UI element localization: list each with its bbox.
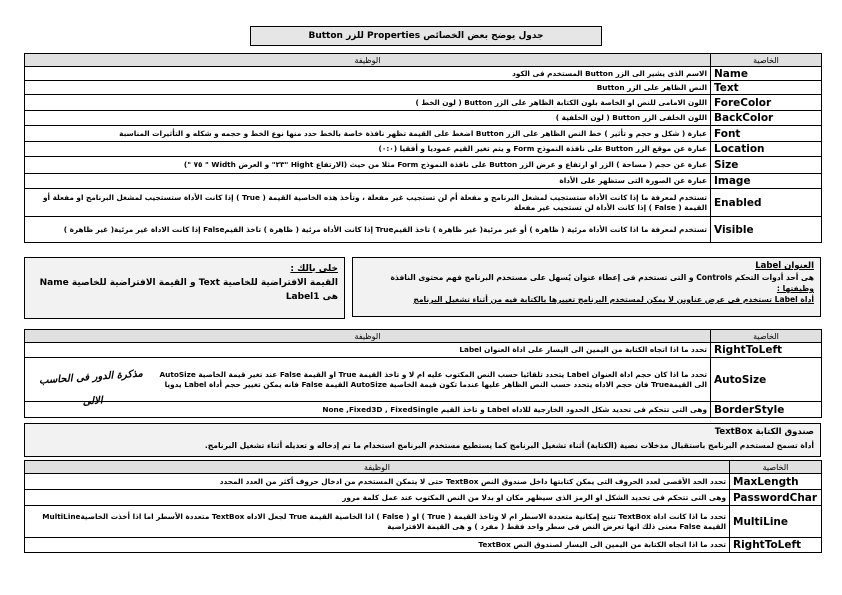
row-property: Size [711,157,822,174]
button-properties-table [24,53,822,243]
table-header-row [25,330,822,343]
label-definition: هى أحد أدوات التحكم Controls و التى تستخدم فى إعطاء عنوان يُسهل على مستخدم البرنامج فهم محتوى النافذة [390,273,814,282]
row-property: Visible [711,217,822,243]
row-description: وهى التى تتحكم فى تحديد شكل الحدود الخارجية للاداه Label و تاخذ القيم None ,Fixed3D , FixedSingle [25,402,711,418]
header-property: الخاصية [730,461,822,474]
header-property: الخاصية [711,330,822,343]
table-row [25,189,822,217]
row-property: ForeColor [711,95,822,111]
row-description: النص الظاهر على الزر Button [25,81,711,95]
row-description: تستخدم لمعرفة ما اذا كانت الأداة مرئية ( ظاهرة ) أو غير مرئية( غير ظاهرة ) تاخذ القيمTrue إذا كانت الأداة مرئية ( ظاهرة ) تاخذ القيمFalse إذا كانت الاداة غير مرئية( غير ظاهرة ) [25,217,711,243]
textbox-properties-table [24,460,822,553]
row-property: BackColor [711,111,822,126]
row-property: MaxLength [730,474,822,490]
note-heading: خلى بالك : [290,264,338,274]
row-property: Location [711,142,822,157]
row-property: BorderStyle [711,402,822,418]
note-box [24,257,345,319]
row-description: تحدد ما اذا اتجاه الكتابة من اليمين الى اليسار على اداة العنوان Label [25,343,711,358]
row-description: عبارة عن موقع الزر Button على نافذة النموذج Form و يتم تغير القيم عموديا و أفقيا (٠:٠) [25,142,711,157]
header-function: الوظيفة [25,461,730,474]
table-row [25,174,822,189]
table-header-row [25,461,822,474]
label-heading: العنوان Label [755,261,814,271]
table-row [25,506,822,538]
row-description: وهى التى تتحكم فى تحديد الشكل او الرمز الذى سيظهر مكان او بدلا من النص المكتوب عند عمل كلمة مرور [25,490,730,506]
table-row [25,95,822,111]
row-description: تحدد ما اذا اتجاه الكتابة من اليمين الى اليسار لصندوق النص TextBox [25,538,730,553]
row-description: تحدد ما اذا كان حجم اداة العنوان Label يتحدد تلقائيا حسب النص المكتوب عليه ام لا و تاخذ القيمة True او القيمة False عند تغير قيمة الخاصية AutoSize الى القيمةTrue فان حجم الاداه يتحدد حسب النص الظاهر عليها عندما تكون قيمة الخاصية AutoSize القيمة False فانه يمكن تغيير حجم أداة Label يدويا [25,358,711,402]
table-row [25,142,822,157]
row-description: الاسم الذى يشير الى الزر Button المستخدم فى الكود [25,67,711,81]
row-property: Font [711,126,822,142]
row-property: MultiLine [730,506,822,538]
label-info-box [352,257,821,317]
table-row [25,490,822,506]
textbox-info-box [24,423,821,457]
table-row [25,126,822,142]
note-text: القيمة الافتراضية للخاصية Text و القيمة الافتراضية للخاصية Name هى Label1 [39,278,338,302]
row-description: عبارة ( شكل و حجم و تأثير ) خط النص الظاهر على الزر Button اضغط على القيمة تظهر نافذة خاصة بالخط حدد منها نوع الخط و حجمه و شكله و التأثيرات المناسبة [25,126,711,142]
row-property: Text [711,81,822,95]
row-description: عبارة عن حجم ( مساحة ) الزر او ارتفاع و عرض الزر Button على نافذة النموذج Form مثلا من حيث (الارتفاع Hight "٢٣" و العرض Width " ٧٥ ") [25,157,711,174]
row-property: RightToLeft [730,538,822,553]
row-property: Name [711,67,822,81]
header-property: الخاصية [711,54,822,67]
table-row [25,81,822,95]
row-description: تحدد ما اذا كانت اداة TextBox تتيح إمكانية متعددة الاسطر ام لا وتاخذ القيمة ( True ) او ( False ) اذا الخاصية القيمة True لجعل الاداه TextBox متعددة الأسطر اما اذا أخذت الخاصيةMultiLine القيمة False معنى ذلك انها تعرض النص فى سطر واحد فقط ( مفرد ) و هى القيمة الافتراضية [25,506,730,538]
row-description: اللون الخلفى الزر Button ( لون الخلفية ) [25,111,711,126]
table-row [25,157,822,174]
table-row [25,67,822,81]
watermark-text: مذكرة الدور فى الحاسب الالى [38,368,144,408]
table-row [25,538,822,553]
table-row [25,402,822,418]
row-description: تحدد الحد الأقصى لعدد الحروف التى يمكن كتابتها داخل صندوق النص TextBox حتى لا يتمكن المستخدم من ادخال حروف أكثر من العدد المحدد [25,474,730,490]
row-property: RightToLeft [711,343,822,358]
textbox-heading: صندوق الكتابة TextBox [714,427,814,437]
label-function-text: أداة Label تستخدم فى عرض عناوين لا يمكن لمستخدم البرنامج تغييرها بالكتابة فيه من أثناء تشغيل البرنامج [413,295,814,304]
label-function-heading: وظيفتها : [776,284,814,293]
row-property: AutoSize [711,358,822,402]
table-row [25,217,822,243]
row-property: Enabled [711,189,822,217]
header-function: الوظيفة [25,54,711,67]
row-description: اللون الامامى للنص او الخاصة بلون الكتابة الظاهر على الزر Button ( لون الخط ) [25,95,711,111]
row-description: تستخدم لمعرفة ما إذا كانت الأداة ستستجيب لمشغل البرنامج و مفعلة أم لن تستجيب غير مفعلة ، وتأخذ هذه الخاصية القيمة ( True ) إذا كانت الأداة ستستجيب لمشغل البرنامج او مفعلة أو القيمة ( False ) إذا كانت الأداة لن تستجيب غير مفعلة [25,189,711,217]
table-row [25,343,822,358]
table-row [25,111,822,126]
table-row [25,474,822,490]
row-property: Image [711,174,822,189]
row-description: عبارة عن الصورة التى ستظهر على الأداة [25,174,711,189]
textbox-definition: أداة تسمح لمستخدم البرنامج باستقبال مدخلات نصية (الكتابة) أثناء تشغيل البرنامج كما يستطيع مستخدم البرنامج استخدام ما تم إدخاله و تعديله أثناء تشغيل البرنامج. [204,441,814,450]
table-header-row [25,54,822,67]
header-function: الوظيفة [25,330,711,343]
page-title: جدول يوضح بعض الخصائص Properties للزر Button [250,26,602,46]
row-property: PasswordChar [730,490,822,506]
